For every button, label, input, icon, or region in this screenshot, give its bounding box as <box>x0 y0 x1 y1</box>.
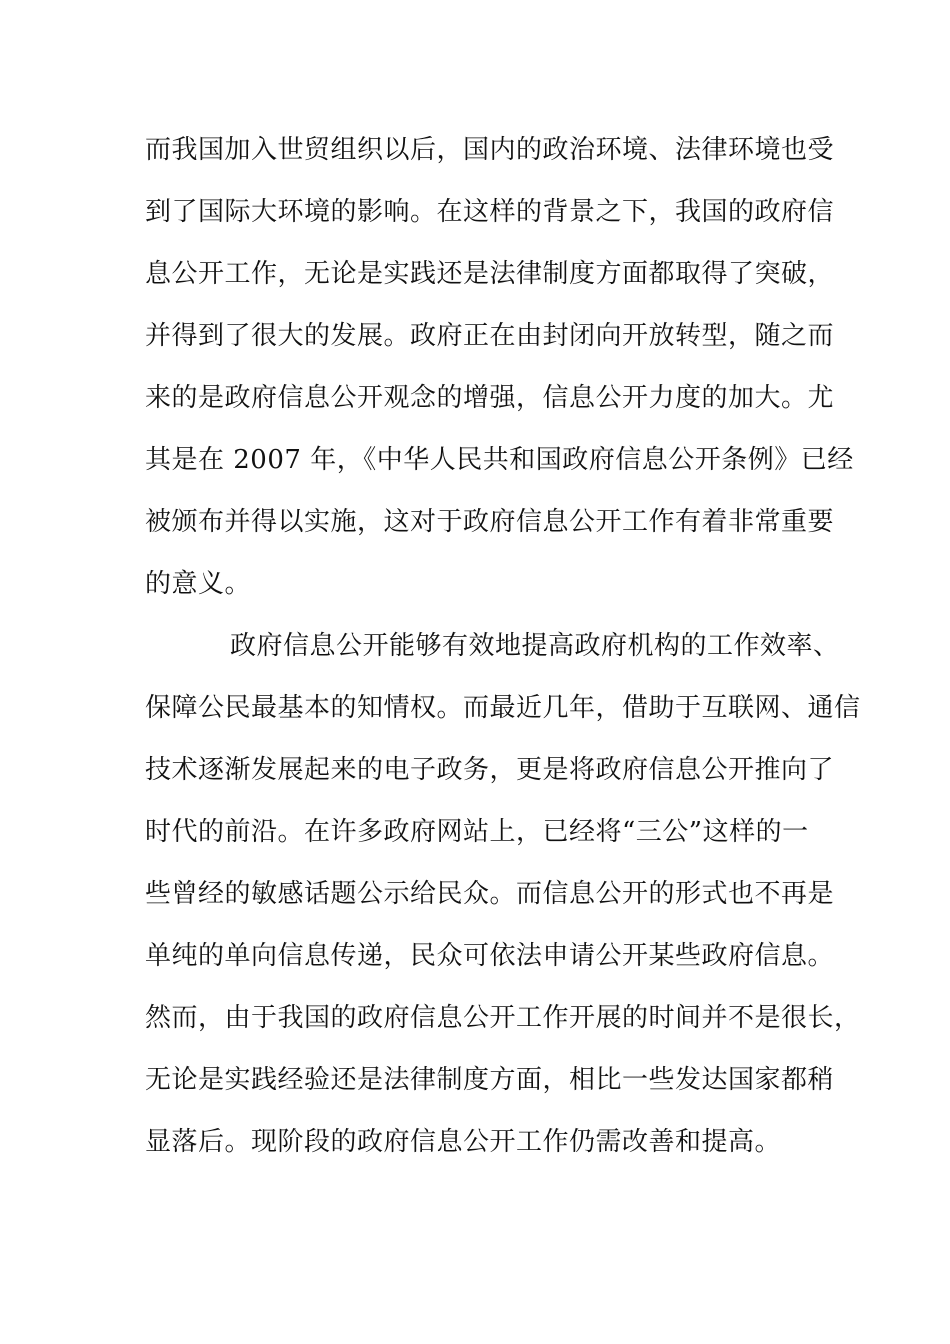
paragraph-1-line-6: 其是在 2007 年，《中华人民共和国政府信息公开条例》已经 <box>145 445 854 475</box>
paragraph-1-line-2: 到了国际大环境的影响。在这样的背景之下，我国的政府信 <box>145 197 835 227</box>
paragraph-2-line-2: 保障公民最基本的知情权。而最近几年，借助于互联网、通信 <box>145 693 861 723</box>
paragraph-2-line-6: 单纯的单向信息传递，民众可依法申请公开某些政府信息。 <box>145 941 835 971</box>
paragraph-1-line-5: 来的是政府信息公开观念的增强，信息公开力度的加大。尤 <box>145 383 835 413</box>
paragraph-2-line-9: 显落后。现阶段的政府信息公开工作仍需改善和提高。 <box>145 1127 782 1157</box>
paragraph-1-line-4: 并得到了很大的发展。政府正在由封闭向开放转型，随之而 <box>145 321 835 351</box>
paragraph-2-line-4: 时代的前沿。在许多政府网站上，已经将“三公”这样的一 <box>145 817 809 847</box>
paragraph-1-line-1: 而我国加入世贸组织以后，国内的政治环境、法律环境也受 <box>145 135 835 165</box>
paragraph-2-line-1: 政府信息公开能够有效地提高政府机构的工作效率、 <box>230 631 840 661</box>
paragraph-2-line-3: 技术逐渐发展起来的电子政务，更是将政府信息公开推向了 <box>145 755 835 785</box>
paragraph-2-line-8: 无论是实践经验还是法律制度方面，相比一些发达国家都稍 <box>145 1065 835 1095</box>
paragraph-2-line-5: 些曾经的敏感话题公示给民众。而信息公开的形式也不再是 <box>145 879 835 909</box>
paragraph-1-line-8: 的意义。 <box>145 569 252 599</box>
paragraph-1-line-3: 息公开工作，无论是实践还是法律制度方面都取得了突破， <box>145 259 835 289</box>
paragraph-2-line-7: 然而，由于我国的政府信息公开工作开展的时间并不是很长， <box>145 1003 861 1033</box>
paragraph-1-line-7: 被颁布并得以实施，这对于政府信息公开工作有着非常重要 <box>145 507 835 537</box>
